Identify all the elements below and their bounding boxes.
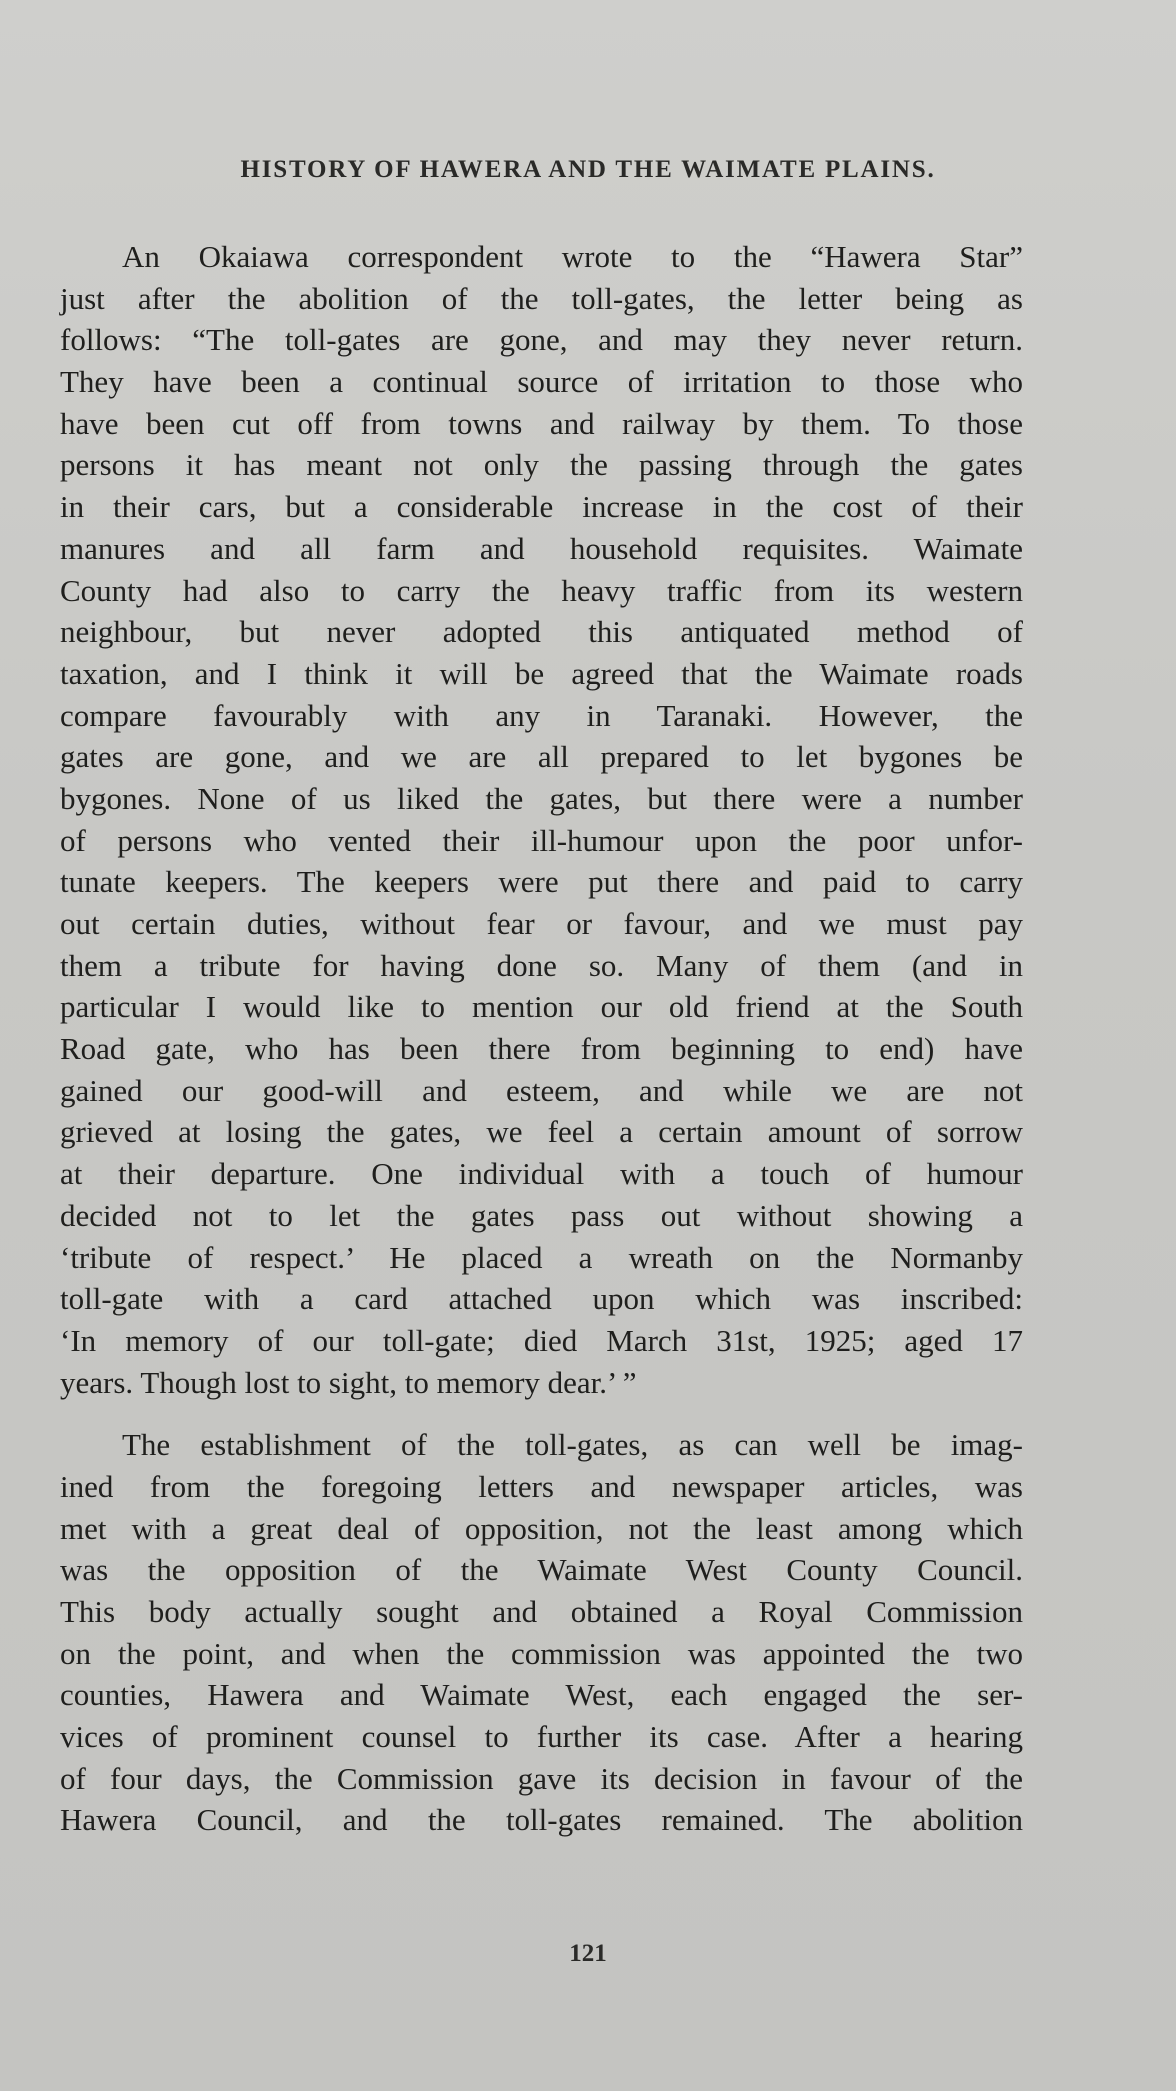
page-number: 121	[569, 1940, 607, 1967]
text-line: particular I would like to mention our old friend at the South	[60, 989, 1023, 1025]
text-line: This body actually sought and obtained a Royal Commission	[60, 1594, 1023, 1629]
text-line: follows: “The toll-gates are gone, and may they never return.	[60, 322, 1023, 358]
text-line: out certain duties, without fear or favour, and we must pay	[60, 906, 1023, 941]
text-line: just after the abolition of the toll-gates, the letter being as	[60, 280, 1023, 316]
text-line: persons it has meant not only the passing through the gates	[60, 447, 1023, 483]
text-line: ‘tribute of respect.’ He placed a wreath on the Normanby	[60, 1239, 1023, 1275]
text-line: neighbour, but never adopted this antiquated method of	[60, 614, 1023, 650]
running-head: HISTORY OF HAWERA AND THE WAIMATE PLAINS.	[240, 156, 936, 183]
text-line: decided not to let the gates pass out without showing a	[60, 1197, 1023, 1233]
text-line: toll-gate with a card attached upon which was inscribed:	[60, 1281, 1023, 1317]
text-line: Road gate, who has been there from beginning to end) have	[60, 1031, 1023, 1067]
text-line: manures and all farm and household requisites. Waimate	[60, 530, 1023, 566]
text-line: bygones. None of us liked the gates, but there were a number	[60, 780, 1023, 816]
text-line: at their departure. One individual with a touch of humour	[60, 1156, 1023, 1192]
text-line: them a tribute for having done so. Many of them (and in	[60, 947, 1023, 983]
text-line: tunate keepers. The keepers were put there and paid to carry	[60, 864, 1023, 900]
text-line: have been cut off from towns and railway by them. To those	[60, 405, 1023, 441]
text-line: compare favourably with any in Taranaki. However, the	[60, 697, 1023, 733]
text-line: of four days, the Commission gave its decision in favour of the	[60, 1760, 1023, 1796]
text-line: gained our good-will and esteem, and while we are not	[60, 1072, 1023, 1108]
text-line: grieved at losing the gates, we feel a certain amount of sorrow	[60, 1114, 1023, 1150]
text-line: was the opposition of the Waimate West County Council.	[60, 1552, 1023, 1588]
text-line: County had also to carry the heavy traffic from its western	[60, 572, 1023, 608]
paragraph-2	[60, 1424, 1023, 1841]
text-line: Hawera Council, and the toll-gates remained. The abolition	[60, 1802, 1023, 1838]
paragraph-1	[60, 236, 1023, 1403]
text-line: ined from the foregoing letters and newspaper articles, was	[60, 1468, 1023, 1504]
text-line: taxation, and I think it will be agreed that the Waimate roads	[60, 655, 1023, 691]
text-line: vices of prominent counsel to further its case. After a hearing	[60, 1719, 1023, 1755]
text-line: ‘In memory of our toll-gate; died March 31st, 1925; aged 17	[60, 1322, 1023, 1358]
text-line: An Okaiawa correspondent wrote to the “Hawera Star”	[122, 239, 1023, 274]
text-line: years. Though lost to sight, to memory dear.’ ”	[60, 1364, 637, 1400]
text-line: in their cars, but a considerable increase in the cost of their	[60, 489, 1023, 525]
text-line: counties, Hawera and Waimate West, each engaged the ser-	[60, 1677, 1023, 1713]
text-line: gates are gone, and we are all prepared to let bygones be	[60, 739, 1023, 775]
text-line: on the point, and when the commission was appointed the two	[60, 1635, 1023, 1671]
text-line: of persons who vented their ill-humour upon the poor unfor-	[60, 822, 1023, 858]
text-line: met with a great deal of opposition, not the least among which	[60, 1510, 1023, 1546]
text-line: They have been a continual source of irritation to those who	[60, 364, 1023, 400]
body-text	[60, 236, 1023, 1841]
text-line: The establishment of the toll-gates, as can well be imag-	[122, 1427, 1023, 1463]
